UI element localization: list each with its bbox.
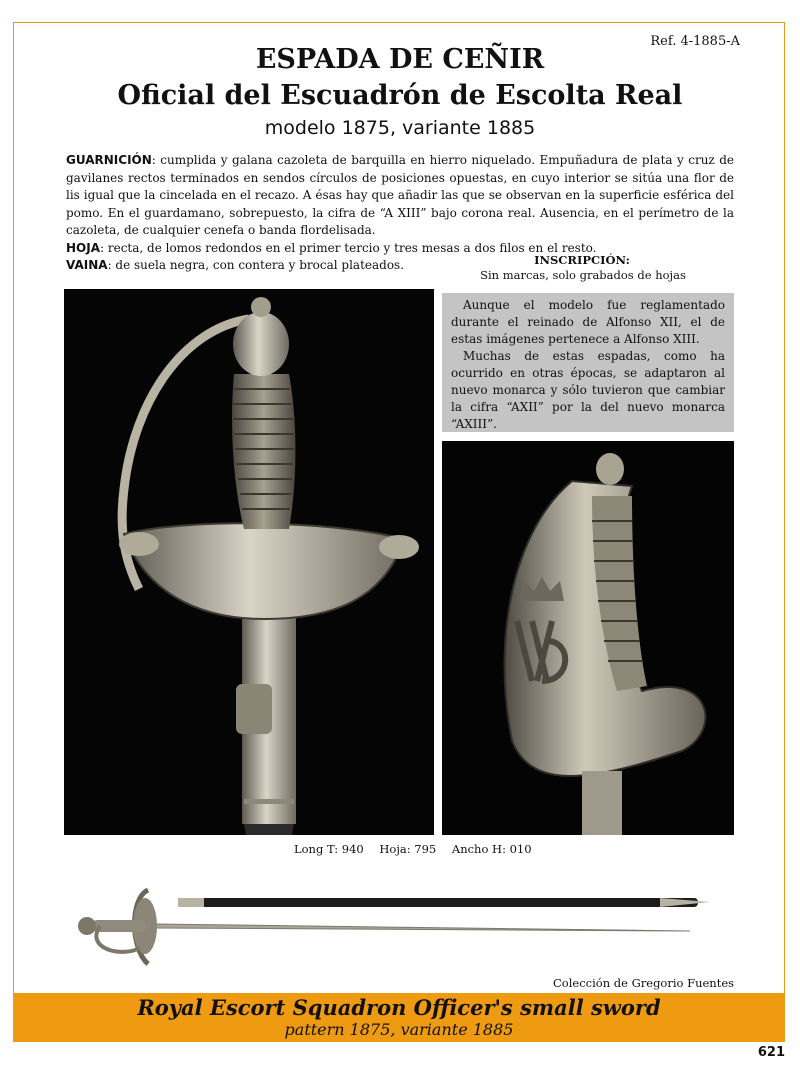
hoja-label: HOJA	[66, 240, 100, 255]
guarnicion-label: GUARNICIÓN	[66, 153, 152, 167]
historical-note	[442, 293, 734, 432]
vaina-label: VAINA	[66, 258, 108, 272]
full-sword-drawing	[60, 878, 720, 973]
page-title-secondary: Oficial del Escuadrón de Escolta Real	[117, 80, 683, 111]
english-title: Royal Escort Squadron Officer's small sword	[137, 995, 661, 1020]
page-title: ESPADA DE CEÑIR	[255, 44, 545, 75]
collection-credit: Colección de Gregorio Fuentes	[553, 976, 735, 990]
guarnicion-paragraph	[66, 152, 734, 240]
vaina-text: : de suela negra, con contera y brocal plateados.	[107, 258, 405, 272]
full-sword-photo	[60, 878, 720, 977]
dimension-blade-length: Hoja: 795	[379, 842, 437, 856]
dimension-blade-width: Ancho H: 010	[451, 842, 532, 856]
reference-code: Ref. 4-1885-A	[650, 34, 740, 49]
hilt-photo-drawing	[64, 289, 434, 835]
footer-banner	[13, 993, 785, 1042]
inscription-text: Sin marcas, solo grabados de hojas	[480, 268, 686, 282]
inscription-colon: :	[625, 253, 630, 267]
note-paragraph-1: Aunque el modelo fue reglamentado durante el reinado de Alfonso XII, el de estas imágenes pertenece a Alfonso XIII.	[451, 298, 725, 346]
english-subtitle: pattern 1875, variante 1885	[284, 1020, 514, 1039]
guarnicion-text: : cumplida y galana cazoleta de barquilla en hierro niquelado. Empuñadura de plata y cruz de gavilanes rectos terminados en sendos círculos de posiciones opuestas, en cuyo interior se sitúa una flor de lis igual que la cincelada en el recazo. A ésas hay que añadir las que se observan en la superficie esférica del pomo. En el guardamano, sobrepuesto, la cifra de “A XIII” bajo corona real. Ausencia, en el perímetro de la cazoleta, de cualquier cenefa o banda flordelisada.	[66, 153, 734, 237]
inscription-heading	[468, 253, 696, 267]
dimension-total-length: Long T: 940	[294, 842, 364, 856]
page-subtitle: modelo 1875, variante 1885	[264, 117, 536, 139]
dimensions	[294, 842, 544, 856]
hoja-text: : recta, de lomos redondos en el primer tercio y tres mesas a dos filos en el resto.	[100, 240, 597, 255]
note-paragraph-2: Muchas de estas espadas, como ha ocurrido en otras épocas, se adaptaron al nuevo monarca y sólo tuvieron que cambiar la cifra “AXII” por la del nuevo monarca “AXIII”.	[451, 349, 725, 431]
guard-detail-photo	[442, 441, 734, 835]
inscription-label: INSCRIPCIÓN	[534, 253, 626, 267]
guard-detail-drawing	[442, 441, 734, 835]
hilt-photo	[64, 289, 434, 835]
page-number: 621	[757, 1045, 785, 1060]
